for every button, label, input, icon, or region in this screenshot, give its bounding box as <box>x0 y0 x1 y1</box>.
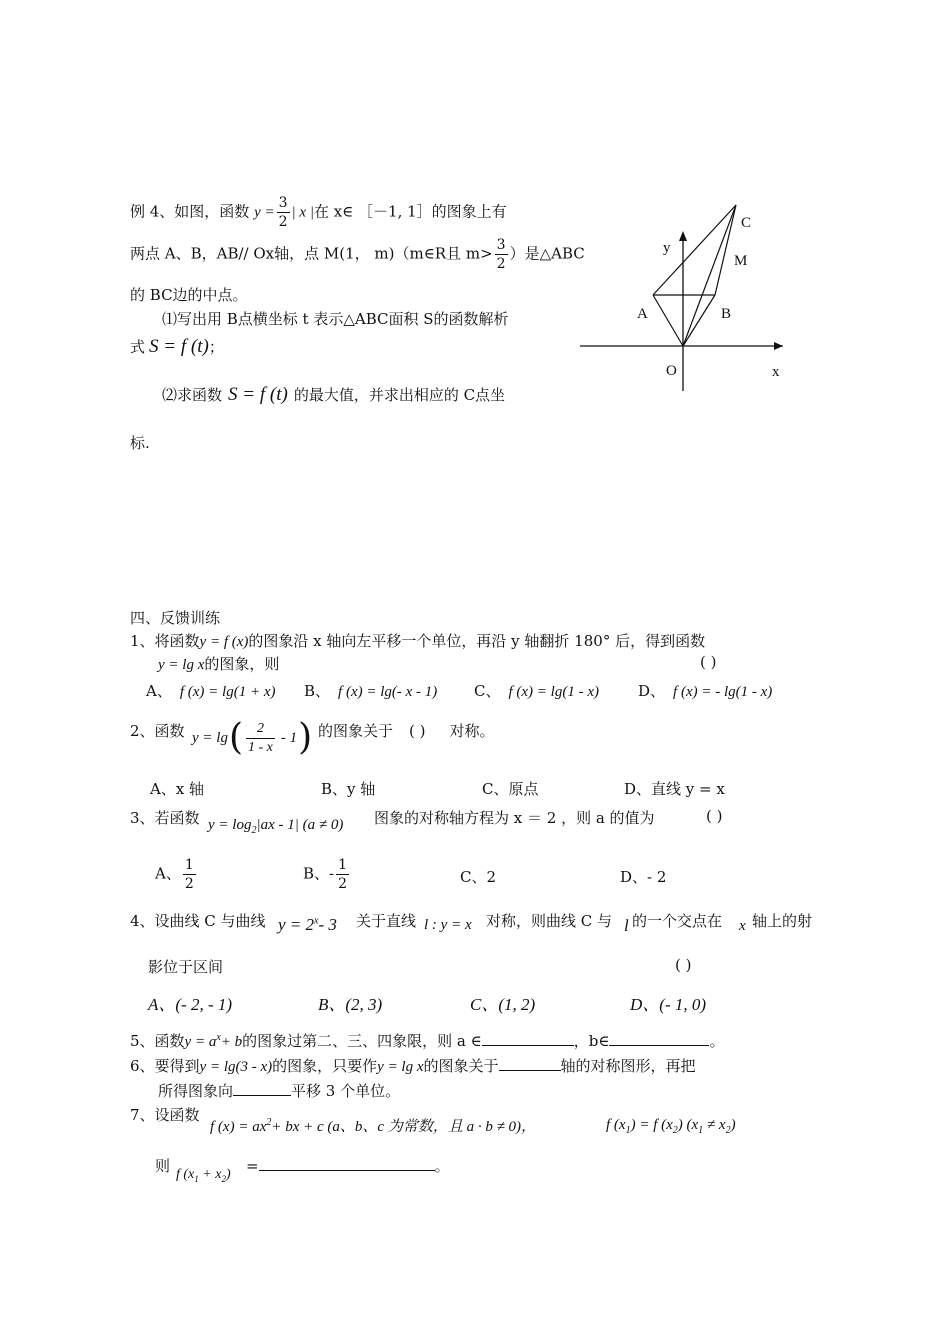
q4-tail: 轴上的射 <box>752 912 813 930</box>
q2-formula: y = lg ( $\frac{2}{1 - x}$ - 1 ) <box>192 717 313 758</box>
q4-mid2: 对称，则曲线 C 与 <box>486 912 613 930</box>
q7-formula: f $(x) = ax^2+$ bx + c (a、b、c 为常数，且 a · b ≠ 0)， <box>210 1117 537 1135</box>
q4-answer-paren: ( ) <box>675 956 692 974</box>
ex4-y: y = <box>254 204 275 221</box>
q7-blank[interactable] <box>259 1156 435 1171</box>
q4-line2: 影位于区间 <box>148 958 224 976</box>
ex4-part2-cont: 标. <box>130 434 150 452</box>
ex4-part1: ⑴写出用 B点横坐标 t 表示△ABC面积 S的函数解析 <box>162 310 509 328</box>
q6-blank-axis[interactable] <box>499 1056 561 1071</box>
ex4-fraction: $\frac{3}{2}$ <box>278 195 288 230</box>
q4-lead: 4、设曲线 C 与曲线 <box>130 912 266 930</box>
q2-tail: 的图象关于 ( ) 对称。 <box>318 722 495 740</box>
ex4-part1-cont: 式 S = f (t)； <box>130 336 224 357</box>
y-axis-arrow-icon <box>679 231 687 241</box>
ex4-s-formula-2: S = f (t) <box>228 384 288 405</box>
q7-lead: 7、设函数 <box>130 1106 200 1124</box>
ex4-part2: ⑵求函数 S = f (t) 的最大值，并求出相应的 C点坐 <box>162 384 506 405</box>
ex4-abs: | x | <box>291 204 314 221</box>
ex4-s-formula: S = f (t) <box>149 336 209 357</box>
q2-option-b: B、y 轴 <box>321 780 376 798</box>
q1-line1: 1、将函数y = f (x)的图象沿 x 轴向左平移一个单位，再沿 y 轴翻折 180° 后，得到函数 <box>130 632 706 650</box>
q4-mid3: 的一个交点在 <box>632 912 723 930</box>
label-o: O <box>666 363 677 379</box>
q6-blank-direction[interactable] <box>233 1081 291 1096</box>
label-c: C <box>741 215 752 231</box>
q3-lead: 3、若函数 <box>130 809 200 827</box>
q1-option-d: D、 f (x) = - lg(1 - x) <box>638 682 773 700</box>
q3-option-c: C、2 <box>460 868 497 886</box>
label-b: B <box>721 306 732 322</box>
label-a: A <box>637 306 648 322</box>
q1-option-c: C、 f (x) = lg(1 - x) <box>474 682 599 700</box>
q3-option-d: D、- 2 <box>620 868 667 886</box>
q3-option-b: B、- $\frac{1}{2}$ <box>303 857 348 892</box>
q5-line: 5、函数$y = a^x+ b$的图象过第二、三、四象限，则 a ∈ ，b∈ 。 <box>130 1032 725 1050</box>
q1-line2: y = lg x的图象，则 <box>158 655 280 673</box>
section-title: 四、反馈训练 <box>130 609 221 627</box>
ex4-line1-tail: 在 x∈ ［－1, 1］的图象上有 <box>313 202 507 221</box>
q1-answer-paren: ( ) <box>700 653 717 671</box>
q4-option-c: C、(1, 2) <box>470 995 536 1014</box>
ex4-line2: 两点 A、B，AB// Ox轴，点 M(1， m)（m∈R且 m> $\frac{3}{2}$ ）是△ABC <box>130 237 585 272</box>
q6-line1: 6、要得到y = lg(3 - x)的图象，只要作y = lg x的图象关于 轴的对称图形，再把 <box>130 1057 696 1075</box>
q7-answer: = 。 <box>246 1157 450 1175</box>
q4-line: l : y = x <box>424 917 472 933</box>
q7-condition: f $(x_1) = f$ $(x_2) (x_1 \ne x_2)$ <box>606 1117 736 1136</box>
q4-x: x <box>739 918 746 934</box>
q2-option-d: D、直线 y = x <box>624 780 725 798</box>
q6-line2: 所得图象向 平移 3 个单位。 <box>158 1082 401 1100</box>
q2-paren-right: ) <box>298 717 313 758</box>
q3-option-a: A、 $\frac{1}{2}$ <box>155 857 194 892</box>
q2-lead: 2、函数 <box>130 722 185 740</box>
q2-option-a: A、x 轴 <box>150 780 205 798</box>
q4-option-a: A、(- 2, - 1) <box>148 995 233 1014</box>
q2-paren-left: ( <box>228 717 243 758</box>
q4-mid: 关于直线 <box>356 912 417 930</box>
label-m: M <box>734 253 748 269</box>
q3-answer-paren: ( ) <box>706 807 723 825</box>
ex4-line1-text: 例 4、如图，函数 <box>130 202 255 221</box>
q1-option-a: A、 f (x) = lg(1 + x) <box>146 682 276 700</box>
q7-ask: f $(x_1 + x_2)$ <box>176 1167 231 1184</box>
q4-curve: $y = 2^x-$ 3 <box>278 915 337 934</box>
q1-option-b: B、 f (x) = lg(- x - 1) <box>304 682 438 700</box>
segment-oc <box>683 205 736 346</box>
segment-bc <box>715 205 736 295</box>
q2-option-c: C、原点 <box>482 780 539 798</box>
q3-formula: $y = \log_2|ax - 1|$ (a ≠ 0) <box>208 817 344 836</box>
graph-left-branch <box>653 295 683 346</box>
ex4-line3: 的 BC边的中点。 <box>130 286 248 304</box>
q4-option-d: D、(- 1, 0) <box>630 995 707 1014</box>
q4-l: l <box>624 916 629 935</box>
q5-blank-b[interactable] <box>609 1031 709 1046</box>
ex4-fraction-2: $\frac{3}{2}$ <box>496 237 506 272</box>
x-axis-arrow-icon <box>774 342 783 350</box>
q4-option-b: B、(2, 3) <box>318 995 383 1014</box>
label-x: x <box>772 364 780 380</box>
q7-then: 则 <box>155 1157 171 1175</box>
label-y: y <box>663 240 671 256</box>
ex4-line1 <box>130 194 507 231</box>
q5-blank-a[interactable] <box>482 1031 574 1046</box>
q3-tail: 图象的对称轴方程为 x ＝ 2 ，则 a 的值为 <box>374 809 655 827</box>
triangle-figure <box>575 195 795 395</box>
